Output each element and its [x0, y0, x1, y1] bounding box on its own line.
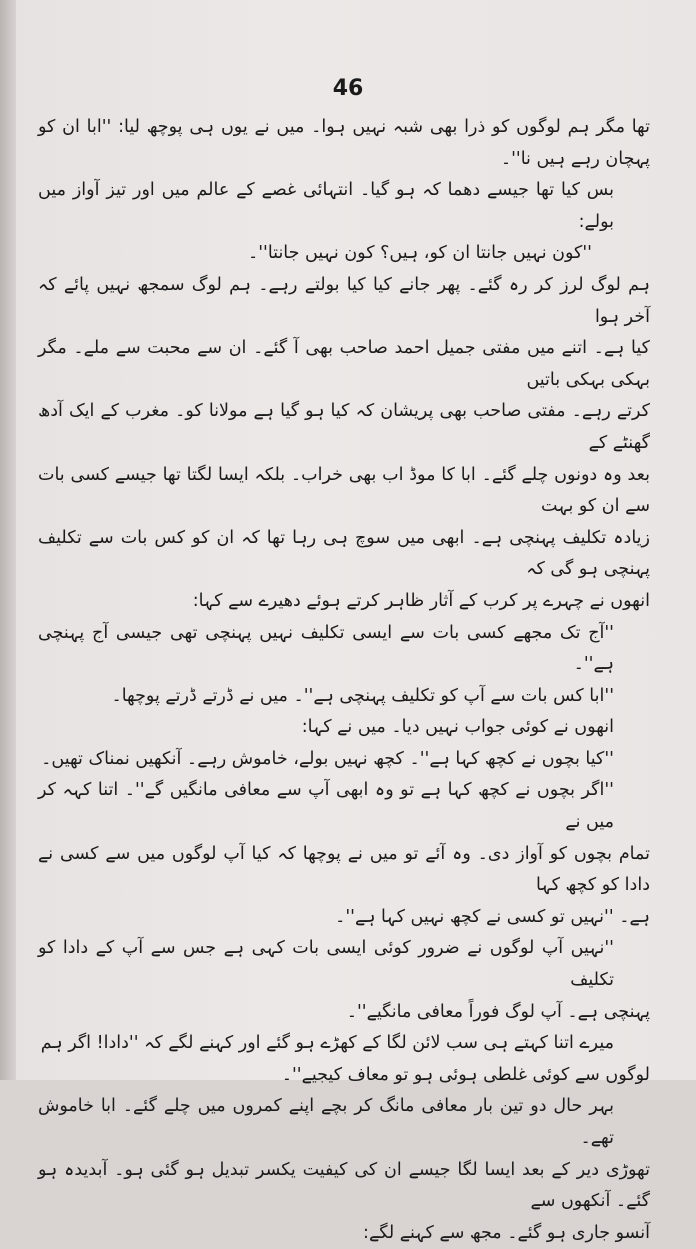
- text-line: ہم لوگ لرز کر رہ گئے۔ پھر جانے کیا کیا بولتے رہے۔ ہم لوگ سمجھ نہیں پائے کہ آخر ہوا: [38, 274, 650, 327]
- text-line: ''کون نہیں جانتا ان کو، ہیں؟ کون نہیں جانتا''۔: [247, 243, 592, 264]
- text-line: ہے۔ ''نہیں تو کسی نے کچھ نہیں کہا ہے''۔: [335, 906, 650, 927]
- page-number: 46: [332, 76, 364, 101]
- text-line: بعد وہ دونوں چلے گئے۔ ابا کا موڈ اب بھی خراب۔ بلکہ ایسا لگتا تھا جیسے کسی بات سے ان کو بہت: [38, 464, 650, 517]
- text-line: پہنچی ہے۔ آپ لوگ فوراً معافی مانگیے''۔: [346, 1001, 650, 1022]
- text-line: تھوڑی دیر کے بعد ایسا لگا جیسے ان کی کیفیت یکسر تبدیل ہو گئی ہو۔ آبدیدہ ہو گئے۔ آنکھوں سے: [38, 1159, 650, 1212]
- text-line: لوگوں سے کوئی غلطی ہوئی ہو تو معاف کیجیے''۔: [281, 1064, 650, 1085]
- text-line: بس کیا تھا جیسے دھما کہ ہو گیا۔ انتہائی غصے کے عالم میں اور تیز آواز میں بولے:: [38, 180, 614, 232]
- text-line: انھوں نے چہرے پر کرب کے آثار ظاہر کرتے ہوئے دھیرے سے کہا:: [192, 590, 650, 611]
- page-gutter: [0, 0, 16, 1080]
- text-line: ''اگر بچوں نے کچھ کہا ہے تو وہ ابھی آپ سے معافی مانگیں گے''۔ اتنا کہہ کر میں نے: [38, 780, 614, 833]
- text-line: کرتے رہے۔ مفتی صاحب بھی پریشان کہ کیا ہو گیا ہے مولانا کو۔ مغرب کے ایک آدھ گھنٹے کے: [38, 401, 650, 453]
- text-line: انھوں نے کوئی جواب نہیں دیا۔ میں نے کہا:: [301, 717, 614, 738]
- text-line: کیا ہے۔ اتنے میں مفتی جمیل احمد صاحب بھی آ گئے۔ ان سے محبت سے ملے۔ مگر بہکی بہکی باتیں: [38, 338, 650, 390]
- text-line: میرے اتنا کہتے ہی سب لائن لگا کے کھڑے ہو گئے اور کہنے لگے کہ ''دادا! اگر ہم: [40, 1033, 614, 1054]
- text-line: ''کیا بچوں نے کچھ کہا ہے''۔ کچھ نہیں بولے، خاموش رہے۔ آنکھیں نمناک تھیں۔: [41, 748, 614, 769]
- page-body-text: [38, 112, 650, 1249]
- text-line: زیادہ تکلیف پہنچی ہے۔ ابھی میں سوچ ہی رہا تھا کہ ان کو کس بات سے تکلیف پہنچی ہو گی کہ: [38, 527, 650, 580]
- text-line: ''نہیں آپ لوگوں نے ضرور کوئی ایسی بات کہی ہے جس سے آپ کے دادا کو تکلیف: [38, 938, 614, 991]
- text-line: آنسو جاری ہو گئے۔ مجھ سے کہنے لگے:: [363, 1222, 650, 1243]
- text-line: بہر حال دو تین بار معافی مانگ کر بچے اپنے کمروں میں چلے گئے۔ ابا خاموش تھے۔: [38, 1096, 614, 1148]
- text-line: ''آج تک مجھے کسی بات سے ایسی تکلیف نہیں پہنچی تھی جیسی آج پہنچی ہے''۔: [38, 622, 614, 675]
- text-line: ''ابا کس بات سے آپ کو تکلیف پہنچی ہے''۔ میں نے ڈرتے ڈرتے پوچھا۔: [111, 685, 614, 706]
- text-line: تھا مگر ہم لوگوں کو ذرا بھی شبہ نہیں ہوا۔ میں نے یوں ہی پوچھ لیا: ''ابا ان کو پہچان رہے ہیں نا''۔: [38, 117, 650, 169]
- text-line: تمام بچوں کو آواز دی۔ وہ آئے تو میں نے پوچھا کہ کیا آپ لوگوں میں سے کسی نے دادا کو کچھ کہا: [38, 843, 650, 896]
